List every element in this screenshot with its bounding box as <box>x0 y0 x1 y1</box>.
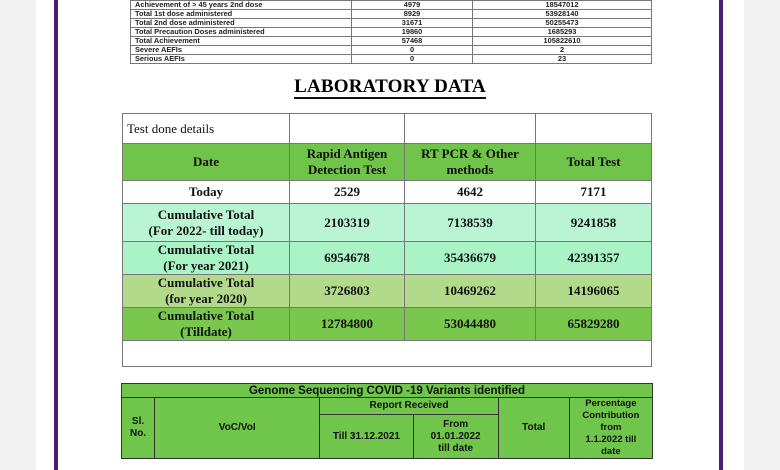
label-line: Cumulative Total <box>157 308 255 323</box>
right-margin <box>744 0 780 470</box>
section-title <box>0 76 780 98</box>
row-label <box>123 204 290 242</box>
page-border-left <box>54 0 58 470</box>
rapid-value: 3726803 <box>290 275 405 308</box>
table-row <box>123 275 652 308</box>
row-label: Total 1st dose administered <box>131 10 352 19</box>
header-rtpcr <box>405 144 536 181</box>
section-title-text: LABORATORY DATA <box>294 76 486 97</box>
genome-header-row <box>122 398 653 415</box>
rapid-value: 2103319 <box>290 204 405 242</box>
today-value: 57468 <box>352 37 473 46</box>
header-line: Detection Test <box>307 162 387 177</box>
genome-table <box>121 383 653 459</box>
row-label <box>123 308 290 341</box>
total-value: 23 <box>473 55 652 64</box>
total-value: 105822610 <box>473 37 652 46</box>
total-value: 1685293 <box>473 28 652 37</box>
header-line: Contribution <box>582 410 640 421</box>
row-label <box>123 242 290 275</box>
header-rapid <box>290 144 405 181</box>
header-line: Rapid Antigen <box>306 146 388 161</box>
today-value: 0 <box>352 46 473 55</box>
total-value: 42391357 <box>536 242 652 275</box>
rtpcr-value: 10469262 <box>405 275 536 308</box>
header-date: Date <box>123 144 290 181</box>
page-border-right <box>719 0 723 470</box>
table-row <box>131 46 652 55</box>
total-value: 18547012 <box>473 1 652 10</box>
total-value: 50255473 <box>473 19 652 28</box>
caption-row <box>123 114 652 144</box>
row-label <box>123 275 290 308</box>
total-value: 53928140 <box>473 10 652 19</box>
header-row <box>123 144 652 181</box>
row-label: Today <box>123 181 290 204</box>
today-value: 8929 <box>352 10 473 19</box>
header-line: till date <box>438 442 474 454</box>
header-line: date <box>601 446 621 457</box>
blank-cell <box>123 341 652 367</box>
table-caption: Test done details <box>123 114 290 144</box>
today-value: 31671 <box>352 19 473 28</box>
rapid-value: 6954678 <box>290 242 405 275</box>
rtpcr-value: 4642 <box>405 181 536 204</box>
label-line: (Tilldate) <box>180 324 232 339</box>
header-line: 01.01.2022 <box>430 430 481 442</box>
today-value: 4979 <box>352 1 473 10</box>
header-total: Total <box>498 398 569 459</box>
table-row <box>123 181 652 204</box>
header-line: No. <box>129 428 147 439</box>
table-row <box>123 204 652 242</box>
header-percentage <box>569 398 652 459</box>
header-till: Till 31.12.2021 <box>320 415 413 459</box>
left-margin <box>0 0 36 470</box>
header-line: RT PCR & Other <box>421 146 519 161</box>
header-voc: VoC/VoI <box>155 398 320 459</box>
genome-title-row <box>122 384 653 398</box>
label-line: (for year 2020) <box>165 291 247 306</box>
label-line: Cumulative Total <box>157 275 255 290</box>
table-row <box>123 242 652 275</box>
empty-cell <box>536 114 652 144</box>
header-from <box>413 415 498 459</box>
header-line: From <box>443 418 469 430</box>
row-label: Serious AEFIs <box>131 55 352 64</box>
row-label: Severe AEFIs <box>131 46 352 55</box>
rapid-value: 12784800 <box>290 308 405 341</box>
table-row <box>131 55 652 64</box>
label-line: (For year 2021) <box>163 258 249 273</box>
genome-title: Genome Sequencing COVID -19 Variants identified <box>122 384 653 398</box>
header-line: methods <box>446 162 494 177</box>
header-line: 1.1.2022 till <box>585 434 637 445</box>
table-row <box>123 308 652 341</box>
rtpcr-value: 53044480 <box>405 308 536 341</box>
empty-cell <box>290 114 405 144</box>
label-line: (For 2022- till today) <box>148 222 264 238</box>
empty-cell <box>405 114 536 144</box>
rtpcr-value: 35436679 <box>405 242 536 275</box>
header-sl <box>122 398 155 459</box>
header-line: from <box>600 422 622 433</box>
header-line: Percentage <box>585 398 637 409</box>
total-value: 9241858 <box>536 204 652 242</box>
label-line: Cumulative Total <box>157 242 255 257</box>
laboratory-table <box>122 113 652 367</box>
table-row <box>131 37 652 46</box>
vaccination-table <box>130 0 652 64</box>
row-label: Total 2nd dose administered <box>131 19 352 28</box>
today-value: 0 <box>352 55 473 64</box>
row-label: Total Precaution Doses administered <box>131 28 352 37</box>
total-value: 2 <box>473 46 652 55</box>
rtpcr-value: 7138539 <box>405 204 536 242</box>
label-line: Cumulative Total <box>157 206 255 222</box>
total-value: 7171 <box>536 181 652 204</box>
header-total: Total Test <box>536 144 652 181</box>
total-value: 14196065 <box>536 275 652 308</box>
blank-row <box>123 341 652 367</box>
row-label: Achievement of > 45 years 2nd dose <box>131 1 352 10</box>
header-report: Report Received <box>320 398 498 415</box>
rapid-value: 2529 <box>290 181 405 204</box>
total-value: 65829280 <box>536 308 652 341</box>
header-line: Sl. <box>131 416 145 427</box>
today-value: 19860 <box>352 28 473 37</box>
row-label: Total Achievement <box>131 37 352 46</box>
